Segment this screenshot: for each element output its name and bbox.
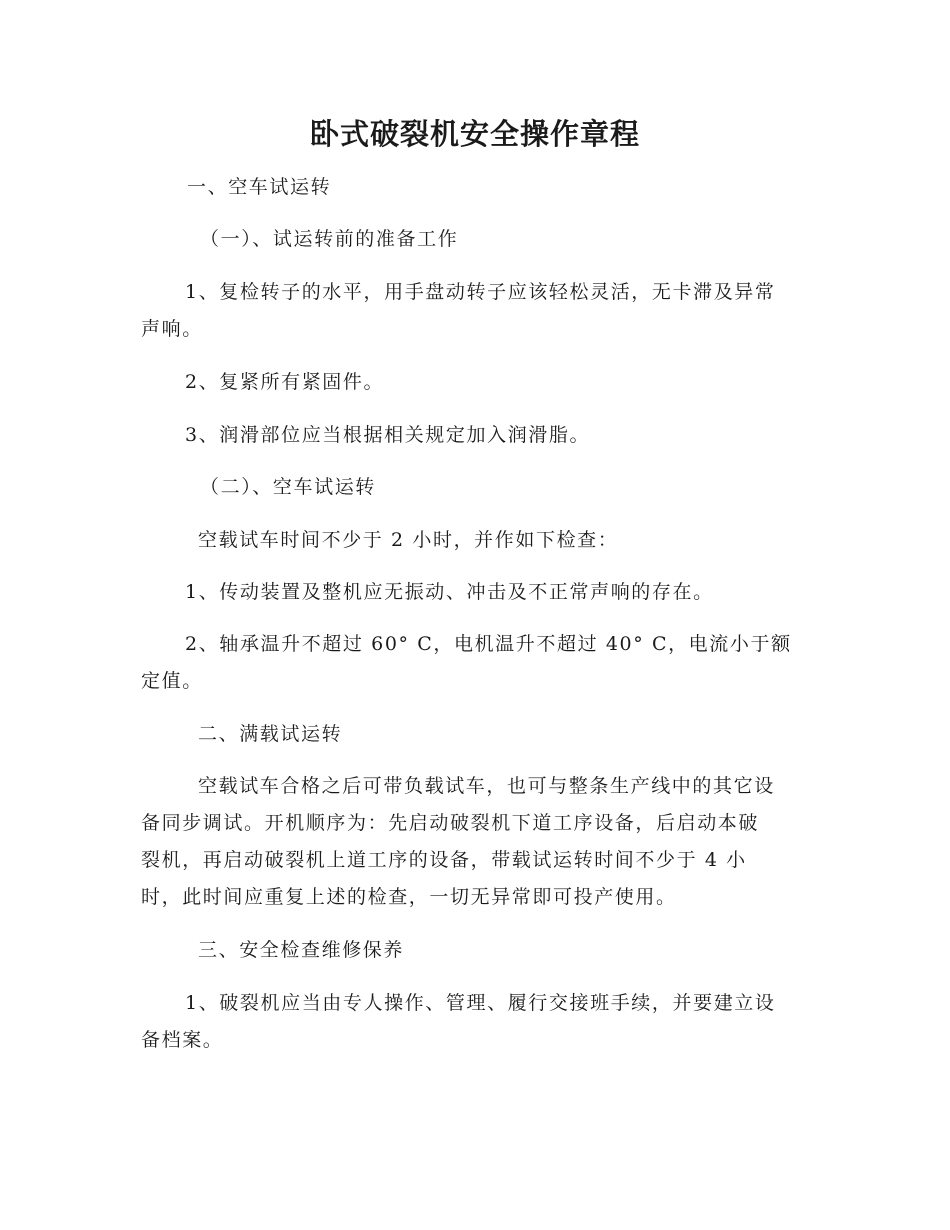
paragraph-line: 空载试车合格之后可带负载试车，也可与整条生产线中的其它设 <box>198 775 775 797</box>
subsection-heading-2: （二）、空车试运转 <box>200 476 376 498</box>
paragraph-line: 1、破裂机应当由专人操作、管理、履行交接班手续，并要建立设 <box>185 992 776 1014</box>
section-heading-1: 一、空车试运转 <box>187 176 332 198</box>
paragraph-line: 定值。 <box>141 670 203 692</box>
paragraph-line: 空载试车时间不少于 2 小时，并作如下检查： <box>198 529 619 551</box>
document-title: 卧式破裂机安全操作章程 <box>309 117 640 151</box>
paragraph-line: 3、润滑部位应当根据相关规定加入润滑脂。 <box>185 424 591 446</box>
paragraph-line: 备同步调试。开机顺序为：先启动破裂机下道工序设备，后启动本破 <box>141 812 760 834</box>
paragraph-line: 声响。 <box>141 318 203 340</box>
paragraph-line: 1、传动装置及整机应无振动、冲击及不正常声响的存在。 <box>185 581 714 603</box>
paragraph-line: 裂机，再启动破裂机上道工序的设备，带载试运转时间不少于 4 小 <box>141 849 747 871</box>
section-heading-3: 三、安全检查维修保养 <box>198 939 405 961</box>
paragraph-line: 备档案。 <box>141 1029 224 1051</box>
section-heading-2: 二、满载试运转 <box>198 723 343 745</box>
paragraph-line: 时，此时间应重复上述的检查，一切无异常即可投产使用。 <box>141 886 677 908</box>
paragraph-line: 2、复紧所有紧固件。 <box>185 371 385 393</box>
paragraph-line: 1、复检转子的水平，用手盘动转子应该轻松灵活，无卡滞及异常 <box>185 281 776 303</box>
paragraph-line: 2、轴承温升不超过 60° C，电机温升不超过 40° C，电流小于额 <box>185 633 792 655</box>
subsection-heading-1: （一）、试运转前的准备工作 <box>200 228 459 250</box>
